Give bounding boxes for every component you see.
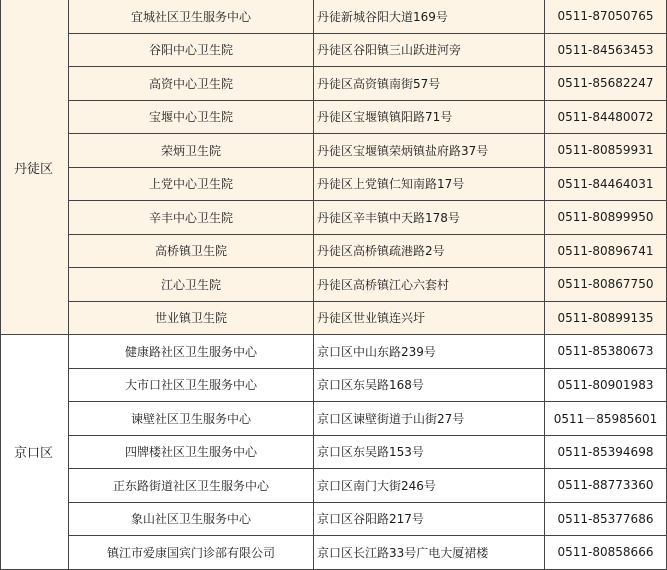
table-row [1,435,667,469]
name-cell: 健康路社区卫生服务中心 [69,335,314,369]
address-cell: 丹徒区高桥镇疏港路2号 [314,234,545,268]
name-cell: 谷阳中心卫生院 [69,33,314,67]
table-row [1,335,667,369]
address-cell: 丹徒区高资镇南街57号 [314,67,545,101]
name-cell: 宜城社区卫生服务中心 [69,0,314,33]
phone-cell: 0511－85985601 [545,402,667,436]
phone-cell: 0511-84464031 [545,167,667,201]
name-cell: 高桥镇卫生院 [69,234,314,268]
table-row [1,33,667,67]
district-cell: 京口区 [1,335,69,570]
name-cell: 谏壁社区卫生服务中心 [69,402,314,436]
phone-cell: 0511-80899135 [545,301,667,335]
address-cell: 丹徒区宝堰镇镇阳路71号 [314,100,545,134]
table-row [1,502,667,536]
address-cell: 丹徒区上党镇仁知南路17号 [314,167,545,201]
address-cell: 京口区东吴路168号 [314,368,545,402]
clinic-table-body [1,0,667,569]
table-row [1,268,667,302]
name-cell: 江心卫生院 [69,268,314,302]
phone-cell: 0511-84563453 [545,33,667,67]
address-cell: 丹徒区宝堰镇荣炳镇盐府路37号 [314,134,545,168]
table-row [1,234,667,268]
phone-cell: 0511-85394698 [545,435,667,469]
phone-cell: 0511-80867750 [545,268,667,302]
name-cell: 象山社区卫生服务中心 [69,502,314,536]
address-cell: 京口区南门大街246号 [314,469,545,503]
phone-cell: 0511-84480072 [545,100,667,134]
phone-cell: 0511-80859931 [545,134,667,168]
table-row [1,368,667,402]
phone-cell: 0511-87050765 [545,0,667,33]
phone-cell: 0511-88773360 [545,469,667,503]
table-row [1,469,667,503]
phone-cell: 0511-80899950 [545,201,667,235]
address-cell: 京口区谷阳路217号 [314,502,545,536]
address-cell: 京口区谏壁街道于山街27号 [314,402,545,436]
table-row [1,100,667,134]
name-cell: 四牌楼社区卫生服务中心 [69,435,314,469]
name-cell: 宝堰中心卫生院 [69,100,314,134]
name-cell: 镇江市爱康国宾门诊部有限公司 [69,536,314,570]
name-cell: 世业镇卫生院 [69,301,314,335]
address-cell: 京口区中山东路239号 [314,335,545,369]
table-row [1,301,667,335]
name-cell: 上党中心卫生院 [69,167,314,201]
phone-cell: 0511-85380673 [545,335,667,369]
table-row [1,402,667,436]
phone-cell: 0511-80896741 [545,234,667,268]
phone-cell: 0511-80901983 [545,368,667,402]
name-cell: 大市口社区卫生服务中心 [69,368,314,402]
address-cell: 丹徒区辛丰镇中天路178号 [314,201,545,235]
address-cell: 丹徒区世业镇连兴圩 [314,301,545,335]
address-cell: 京口区长江路33号广电大厦裙楼 [314,536,545,570]
name-cell: 正东路街道社区卫生服务中心 [69,469,314,503]
address-cell: 丹徒区谷阳镇三山跃进河旁 [314,33,545,67]
phone-cell: 0511-85682247 [545,67,667,101]
table-row [1,67,667,101]
table-row [1,134,667,168]
table-row [1,201,667,235]
name-cell: 高资中心卫生院 [69,67,314,101]
address-cell: 丹徒新城谷阳大道169号 [314,0,545,33]
name-cell: 辛丰中心卫生院 [69,201,314,235]
table-row [1,167,667,201]
phone-cell: 0511-85377686 [545,502,667,536]
district-cell: 丹徒区 [1,0,69,335]
name-cell: 荣炳卫生院 [69,134,314,168]
address-cell: 京口区东吴路153号 [314,435,545,469]
phone-cell: 0511-80858666 [545,536,667,570]
table-row [1,0,667,33]
table-row [1,536,667,570]
address-cell: 丹徒区高桥镇江心六套村 [314,268,545,302]
